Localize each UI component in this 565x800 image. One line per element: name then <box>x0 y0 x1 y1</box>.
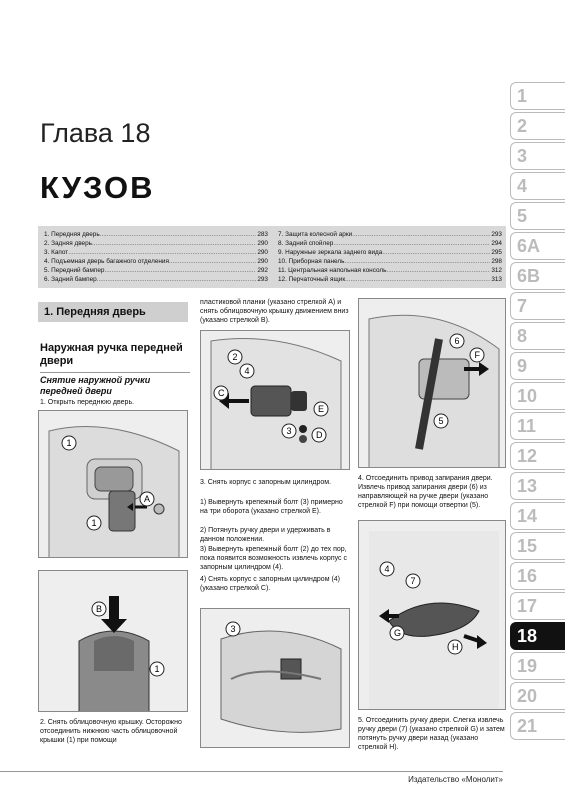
fig1-label-1: 1 <box>66 438 72 448</box>
figure-door-handle <box>358 520 506 710</box>
fig3-label-e: E <box>318 404 325 414</box>
fig5-label-5: 5 <box>438 416 444 426</box>
chapter-tab-8[interactable]: 8 <box>510 322 565 350</box>
toc-leader-dots <box>352 230 490 239</box>
toc-row <box>278 239 502 248</box>
toc-entry-page: 290 <box>257 249 268 256</box>
toc-entry-title: 4. Подъемная дверь багажного отделения <box>44 258 169 265</box>
fig2-label-1: 1 <box>154 664 160 674</box>
toc-entry-page: 312 <box>491 267 502 274</box>
toc-row <box>44 248 268 257</box>
fig3-label-2: 2 <box>232 352 238 362</box>
chapter-title: Глава 18 <box>40 118 151 148</box>
column2-top-text: пластиковой планки (указано стрелкой A) и снять облицовочную крышку движением вниз (указано стрелкой B). <box>200 299 349 324</box>
step-3-4: 4) Снять корпус с запорным цилиндром (4) (указано стрелкой C). <box>200 576 341 592</box>
step-3-caption: 3. Снять корпус с запорным цилиндром. <box>200 479 332 486</box>
chapter-tab-2[interactable]: 2 <box>510 112 565 140</box>
toc-entry-page: 295 <box>491 249 502 256</box>
toc-entry-title: 6. Задний бампер <box>44 276 97 283</box>
chapter-tab-7[interactable]: 7 <box>510 292 565 320</box>
toc-leader-dots <box>333 239 490 248</box>
figure-cover-removal <box>38 570 188 712</box>
toc-row <box>44 239 268 248</box>
toc-entry-title: 10. Приборная панель <box>278 258 345 265</box>
figure-door-open <box>38 410 188 558</box>
toc-entry-page: 293 <box>257 276 268 283</box>
chapter-tab-3[interactable]: 3 <box>510 142 565 170</box>
toc-entry-title: 9. Наружные зеркала заднего вида <box>278 249 383 256</box>
toc-row <box>278 266 502 275</box>
toc-row <box>278 275 502 284</box>
step-5-caption: 5. Отсоединить ручку двери. Слегка извлечь ручку двери (7) (указано стрелкой G) и затем потянуть ручку двери назад (указано стрелкой H). <box>358 717 505 751</box>
toc-leader-dots <box>68 248 256 257</box>
toc-entry-page: 293 <box>491 231 502 238</box>
chapter-tab-1[interactable]: 1 <box>510 82 565 110</box>
section-banner: 1. Передняя дверь <box>38 302 188 322</box>
toc-row <box>44 257 268 266</box>
toc-entry-title: 7. Защита колесной арки <box>278 231 353 238</box>
footer-rule <box>0 771 503 772</box>
fig5-label-6: 6 <box>454 336 460 346</box>
toc-entry-title: 11. Центральная напольная консоль <box>278 267 387 274</box>
figure-interior-detail <box>200 608 350 748</box>
chapter-tab-18[interactable]: 18 <box>510 622 565 650</box>
toc-left-column <box>44 230 268 284</box>
fig3-label-c: C <box>218 388 225 398</box>
toc-leader-dots <box>100 230 257 239</box>
toc-row <box>44 230 268 239</box>
toc-entry-title: 8. Задний спойлер <box>278 240 334 247</box>
toc-entry-page: 294 <box>491 240 502 247</box>
subheading: Наружная ручка передней двери <box>40 342 190 373</box>
chapter-tab-6a[interactable]: 6A <box>510 232 565 260</box>
toc-leader-dots <box>169 257 256 266</box>
figure-lock-cylinder <box>200 330 350 470</box>
toc-entry-page: 292 <box>257 267 268 274</box>
toc-leader-dots <box>104 266 256 275</box>
toc-row <box>44 275 268 284</box>
toc-leader-dots <box>382 248 490 257</box>
chapter-tab-6b[interactable]: 6B <box>510 262 565 290</box>
section-title: КУЗОВ <box>40 170 155 205</box>
table-of-contents <box>38 226 506 288</box>
chapter-tabs <box>510 82 565 742</box>
chapter-tab-20[interactable]: 20 <box>510 682 565 710</box>
chapter-tab-21[interactable]: 21 <box>510 712 565 740</box>
toc-leader-dots <box>344 257 490 266</box>
chapter-tab-17[interactable]: 17 <box>510 592 565 620</box>
step-3-1: 1) Вывернуть крепежный болт (3) примерно на три оборота (указано стрелкой E). <box>200 499 343 515</box>
step-3-2: 2) Потянуть ручку двери и удерживать в данном положении. <box>200 527 331 543</box>
publisher: Издательство «Монолит» <box>408 775 503 784</box>
fig5-label-f: F <box>474 350 480 360</box>
toc-entry-title: 5. Передний бампер <box>44 267 105 274</box>
chapter-tab-12[interactable]: 12 <box>510 442 565 470</box>
step-2-caption: 2. Снять облицовочную крышку. Осторожно отсоединить нижнюю часть облицовочной крышки (1) при помощи <box>40 719 182 744</box>
chapter-tab-14[interactable]: 14 <box>510 502 565 530</box>
chapter-tab-15[interactable]: 15 <box>510 532 565 560</box>
toc-row <box>278 257 502 266</box>
toc-row <box>278 248 502 257</box>
fig6-label-4: 4 <box>384 564 390 574</box>
fig2-label-b: B <box>96 604 103 614</box>
toc-entry-title: 3. Капот <box>44 249 69 256</box>
chapter-tab-16[interactable]: 16 <box>510 562 565 590</box>
toc-row <box>44 266 268 275</box>
step-3-3: 3) Вывернуть крепежный болт (2) до тех пор, пока появится возможность извлечь корпус с запорным цилиндром (4). <box>200 546 347 571</box>
fig3-label-3: 3 <box>286 426 292 436</box>
procedure-heading: Снятие наружной ручки передней двери <box>40 375 151 396</box>
fig6-label-7: 7 <box>410 576 416 586</box>
fig6-label-g: G <box>394 628 402 638</box>
toc-leader-dots <box>92 239 256 248</box>
fig3-label-4: 4 <box>244 366 250 376</box>
fig1-label-a: A <box>144 494 151 504</box>
toc-entry-title: 12. Перчаточный ящик <box>278 276 346 283</box>
toc-right-column <box>278 230 502 284</box>
chapter-tab-9[interactable]: 9 <box>510 352 565 380</box>
chapter-tab-10[interactable]: 10 <box>510 382 565 410</box>
toc-leader-dots <box>345 275 490 284</box>
figure-lock-actuator <box>358 298 506 468</box>
toc-entry-page: 313 <box>491 276 502 283</box>
step-1-text: 1. Открыть переднюю дверь. <box>40 399 135 406</box>
chapter-tab-5[interactable]: 5 <box>510 202 565 230</box>
toc-entry-page: 298 <box>491 258 502 265</box>
chapter-tab-4[interactable]: 4 <box>510 172 565 200</box>
toc-leader-dots <box>97 275 257 284</box>
toc-entry-page: 290 <box>257 240 268 247</box>
fig4-label-3: 3 <box>230 624 236 634</box>
step-4-caption: 4. Отсоединить привод запирания двери. Извлечь привод запирания двери (6) из направляющей на ручке двери (указано стрелкой F) при помощи отвертки (5). <box>358 475 493 509</box>
fig3-label-d: D <box>316 430 323 440</box>
toc-row <box>278 230 502 239</box>
toc-entry-page: 290 <box>257 258 268 265</box>
fig1-label-2: 1 <box>91 518 97 528</box>
toc-leader-dots <box>386 266 490 275</box>
chapter-tab-19[interactable]: 19 <box>510 652 565 680</box>
chapter-tab-11[interactable]: 11 <box>510 412 565 440</box>
toc-entry-title: 1. Передняя дверь <box>44 231 100 238</box>
toc-entry-page: 283 <box>257 231 268 238</box>
toc-entry-title: 2. Задняя дверь <box>44 240 92 247</box>
chapter-tab-13[interactable]: 13 <box>510 472 565 500</box>
fig6-label-h: H <box>452 642 459 652</box>
